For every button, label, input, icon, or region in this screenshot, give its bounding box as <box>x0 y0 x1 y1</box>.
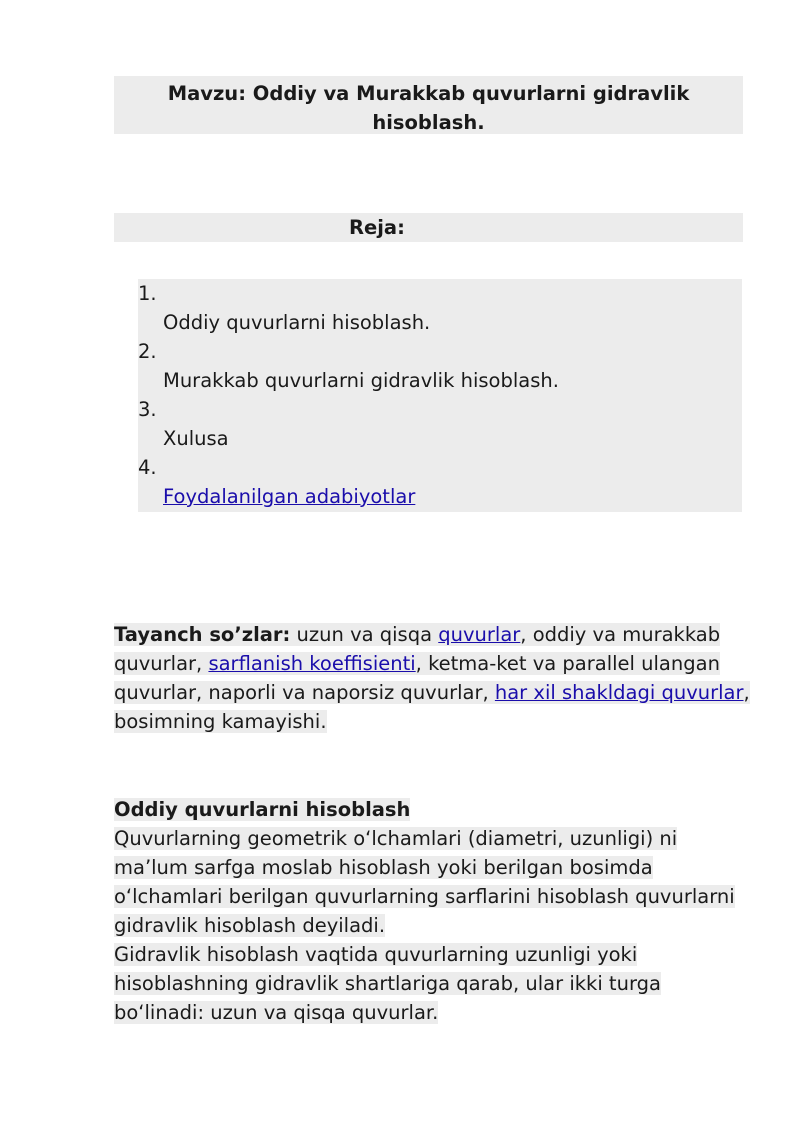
plan-item-text: Oddiy quvurlarni hisoblash. <box>163 311 431 334</box>
plan-item-text-wrapper <box>138 482 742 511</box>
section-title: Oddiy quvurlarni hisoblash <box>114 798 411 821</box>
keywords-part: , ketma-ket va parallel ulangan quvurlar, naporli va naporsiz quvurlar, <box>114 652 720 704</box>
plan-item-text: Murakkab quvurlarni gidravlik hisoblash. <box>163 369 559 392</box>
plan-item-number: 2. <box>138 340 157 363</box>
bibliography-link[interactable]: Foydalanilgan adabiyotlar <box>163 485 416 508</box>
plan-item-number: 1. <box>138 282 157 305</box>
plan-item <box>138 453 742 511</box>
keywords-part: , bosimning kamayishi. <box>114 681 750 733</box>
section-text: Quvurlarning geometrik o‘lchamlari (diametri, uzunligi) ni ma’lum sarfga moslab hisoblash yoki berilgan bosimda o‘lchamlari berilgan quvurlarning sarflarini hisoblash quvurlarni gidravlik hisoblash deyiladi. <box>114 827 735 937</box>
keywords-paragraph <box>114 620 754 736</box>
plan-item-number: 3. <box>138 398 157 421</box>
title-block <box>114 76 743 134</box>
section-paragraph-2 <box>114 940 754 1027</box>
plan-item <box>138 337 742 395</box>
keywords-part: uzun va qisqa <box>290 623 439 646</box>
section-text: Gidravlik hisoblash vaqtida quvurlarning uzunligi yoki hisoblashning gidravlik shartlariga qarab, ular ikki turga bo‘linadi: uzun va qisqa quvurlar. <box>114 943 661 1024</box>
plan-item <box>138 395 742 453</box>
keyword-link-shakldagi[interactable]: har xil shakldagi quvurlar <box>494 681 744 704</box>
section-title-line <box>114 795 754 824</box>
section-paragraph-1 <box>114 824 754 940</box>
plan-item-number: 4. <box>138 456 157 479</box>
page-title: Mavzu: Oddiy va Murakkab quvurlarni gidravlik hisoblash. <box>167 82 690 134</box>
plan-item <box>138 279 742 337</box>
keywords-part: , oddiy va murakkab quvurlar, <box>114 623 721 675</box>
keywords-text <box>114 623 750 733</box>
plan-heading-block <box>114 213 743 242</box>
section-simple-pipes <box>114 795 754 1027</box>
plan-list <box>138 279 742 512</box>
keywords-label: Tayanch so’zlar: <box>114 623 291 646</box>
plan-heading: Reja: <box>349 216 405 239</box>
keyword-link-sarflanish[interactable]: sarflanish koeffisienti <box>208 652 416 675</box>
keyword-link-quvurlar[interactable]: quvurlar <box>438 623 521 646</box>
plan-item-text: Xulusa <box>163 427 229 450</box>
